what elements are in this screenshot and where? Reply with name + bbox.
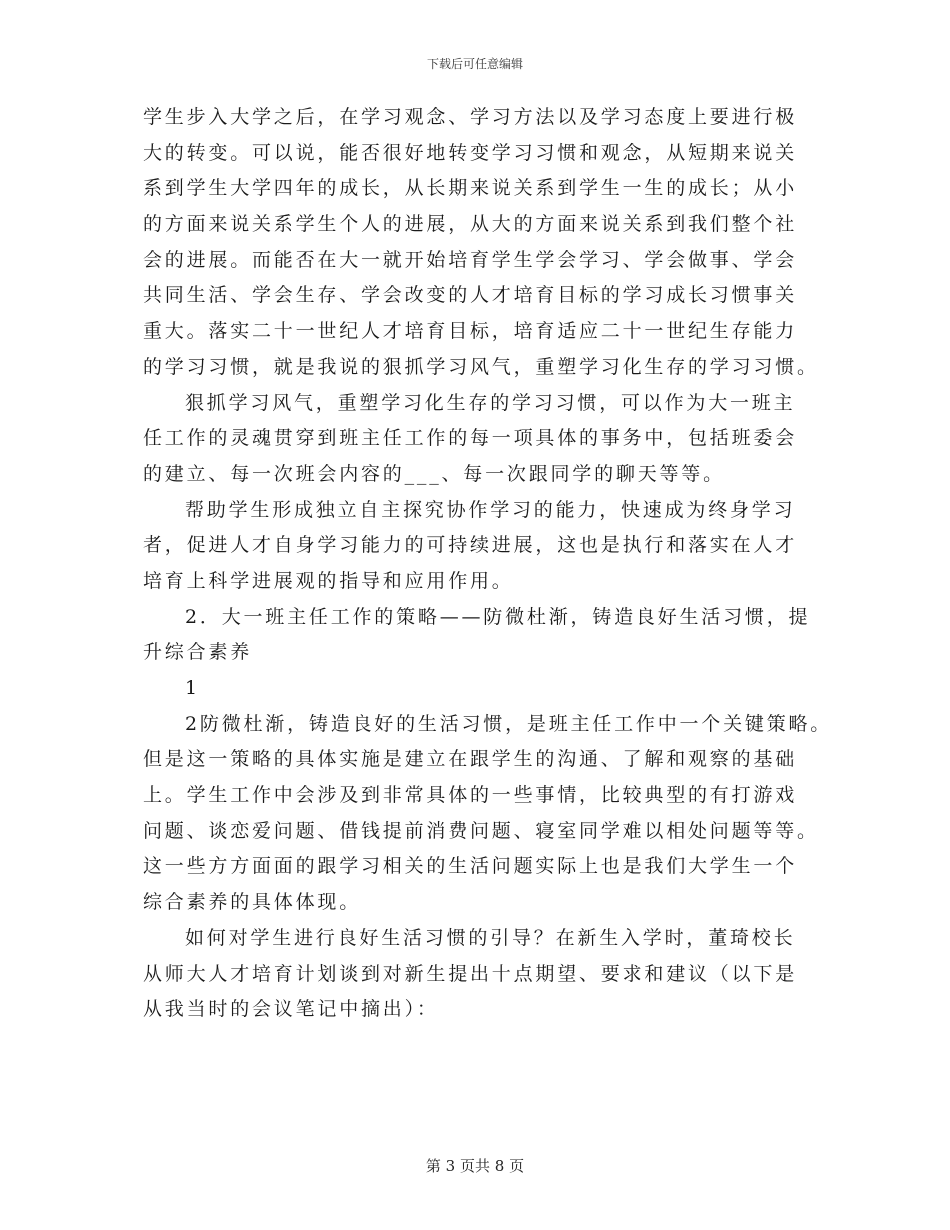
text-line: 狠抓学习风气，重塑学习化生存的学习习惯，可以作为大一班主	[185, 391, 796, 414]
text-line: 培育上科学进展观的指导和应用作用。	[143, 569, 514, 592]
text-line: 1	[185, 677, 200, 699]
page-number: 第 3 页共 8 页	[425, 1157, 525, 1175]
text-line: 共同生活、学会生存、学会改变的人才培育目标的学习成长习惯事关	[143, 284, 798, 307]
text-line: 大的转变。可以说，能否很好地转变学习习惯和观念，从短期来说关	[143, 141, 798, 164]
text-line: 但是这一策略的具体实施是建立在跟学生的沟通、了解和观察的基础	[143, 748, 798, 771]
text-line: 综合素养的具体体现。	[143, 891, 362, 914]
text-line: 者，促进人才自身学习能力的可持续进展，这也是执行和落实在人才	[143, 534, 798, 557]
document-body	[143, 100, 833, 1028]
text-line: 如何对学生进行良好生活习惯的引导？在新生入学时，董琦校长	[185, 926, 796, 949]
section-heading: 2．大一班主任工作的策略——防微杜渐，铸造良好生活习惯，提	[185, 605, 811, 628]
text-line: 上。学生工作中会涉及到非常具体的一些事情，比较典型的有打游戏	[143, 784, 798, 807]
text-line: 的建立、每一次班会内容的___、每一次跟同学的聊天等等。	[143, 462, 725, 485]
text-line: 从我当时的会议笔记中摘出）：	[143, 998, 439, 1021]
text-line: 这一些方方面面的跟学习相关的生活问题实际上也是我们大学生一个	[143, 855, 798, 878]
text-line: 问题、谈恋爱问题、借钱提前消费问题、寝室同学难以相处问题等等。	[143, 819, 819, 842]
text-line: 系到学生大学四年的成长，从长期来说关系到学生一生的成长；从小	[143, 177, 798, 200]
section-heading: 升综合素养	[143, 641, 253, 664]
text-line: 的学习习惯，就是我说的狠抓学习风气，重塑学习化生存的学习习惯。	[143, 355, 819, 378]
text-line: 重大。落实二十一世纪人才培育目标，培育适应二十一世纪生存能力	[143, 320, 798, 343]
text-line: 帮助学生形成独立自主探究协作学习的能力，快速成为终身学习	[185, 498, 796, 521]
text-line: 学生步入大学之后，在学习观念、学习方法以及学习态度上要进行极	[143, 106, 798, 128]
text-line: 2防微杜渐，铸造良好的生活习惯，是班主任工作中一个关键策略。	[185, 712, 833, 735]
text-line: 会的进展。而能否在大一就开始培育学生学会学习、学会做事、学会	[143, 248, 798, 271]
text-line: 从师大人才培育计划谈到对新生提出十点期望、要求和建议（以下是	[143, 962, 798, 985]
text-line: 的方面来说关系学生个人的进展，从大的方面来说关系到我们整个社	[143, 213, 798, 236]
page-header: 下载后可任意编辑	[426, 57, 523, 71]
text-line: 任工作的灵魂贯穿到班主任工作的每一项具体的事务中，包括班委会	[143, 427, 798, 450]
